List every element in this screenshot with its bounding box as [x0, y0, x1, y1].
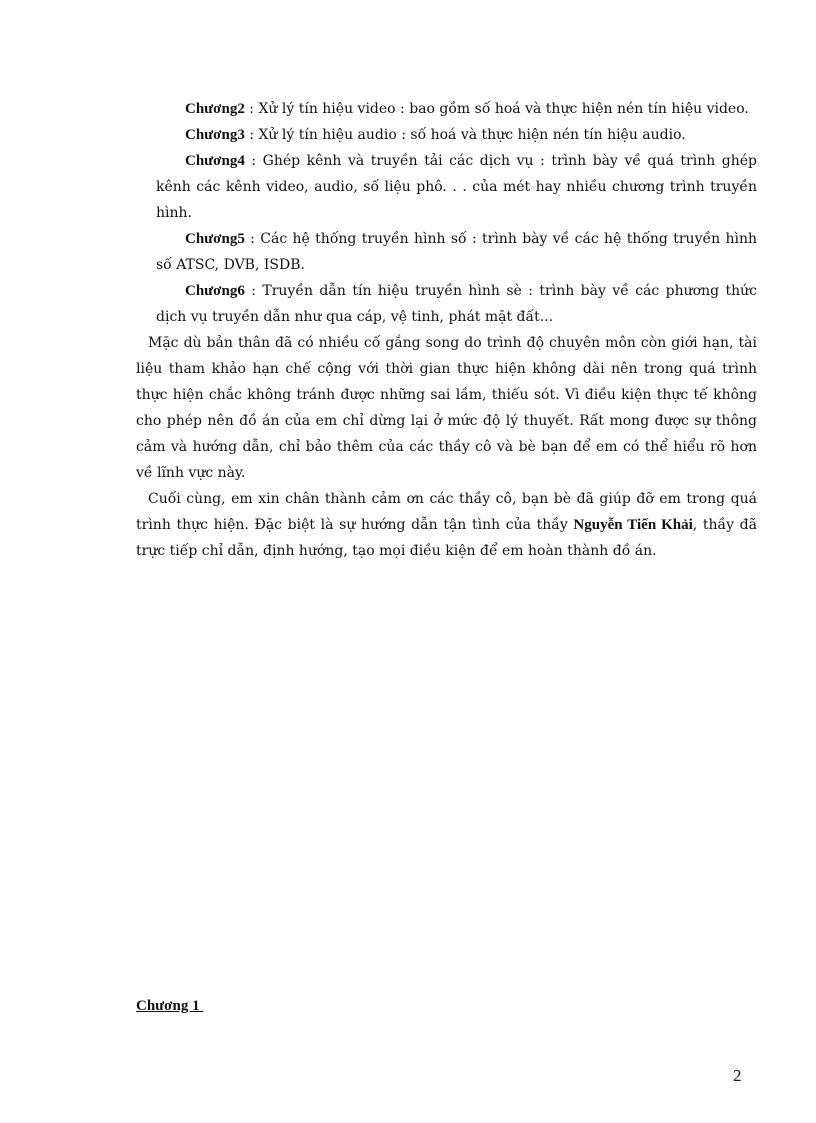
- chapter-5-label: Chương5: [185, 231, 245, 247]
- acknowledgement-paragraph: [136, 486, 757, 564]
- chapter-6-label: Chương6: [185, 283, 245, 299]
- chapter-2-summary: [136, 96, 757, 122]
- chapter-5-summary: [136, 226, 757, 278]
- chapter-5-text: : Các hệ thống truyền hình số : trình bày về các hệ thống truyền hình số ATSC, DVB, ISDB.: [156, 231, 757, 273]
- chapter-2-text: : Xử lý tín hiệu video : bao gồm số hoá và thực hiện nén tín hiệu video.: [244, 101, 749, 117]
- page-body: [136, 96, 757, 564]
- chapter-4-summary: [136, 148, 757, 226]
- acknowledgement-text-start: Cuối cùng, em xin chân thành cảm ơn các thầy cô, bạn bè đã giúp đỡ em trong quá trình thực hiện. Đặc biệt là sự hướng dẫn tận tình của thầy: [136, 491, 757, 533]
- chapter-2-label: Chương2: [185, 101, 245, 117]
- chapter-6-text: : Truyền dẫn tín hiệu truyền hình sè : trình bày về các phương thức dịch vụ truyền dẫn như qua cáp, vệ tinh, phát mặt đất...: [156, 283, 757, 325]
- chapter-4-label: Chương4: [185, 153, 245, 169]
- advisor-name: Nguyễn Tiến Khải: [573, 517, 693, 533]
- chapter-6-summary: [136, 278, 757, 330]
- page-number: 2: [733, 1066, 742, 1085]
- limitations-paragraph: Mặc dù bản thân đã có nhiều cố gắng song do trình độ chuyên môn còn giới hạn, tài liệu tham khảo hạn chế cộng với thời gian thực hiện không dài nên trong quá trình thực hiện chắc không tránh được những sai lầm, thiếu sót. Vì điều kiện thực tế không cho phép nên đồ án của em chỉ dừng lại ở mức độ lý thuyết. Rất mong được sự thông cảm và hướng dẫn, chỉ bảo thêm của các thầy cô và bè bạn để em có thể hiểu rõ hơn về lĩnh vực này.: [136, 335, 757, 481]
- chapter-3-text: : Xử lý tín hiệu audio : số hoá và thực hiện nén tín hiệu audio.: [244, 127, 686, 143]
- acknowledgement-text-end: , thầy đã trực tiếp chỉ dẫn, định hướng, tạo mọi điều kiện để em hoàn thành đồ án.: [136, 517, 757, 559]
- chapter-3-label: Chương3: [185, 127, 245, 143]
- chapter-3-summary: [136, 122, 757, 148]
- chapter-4-text: : Ghép kênh và truyền tải các dịch vụ : trình bày về quá trình ghép kênh các kênh video, audio, số liệu phô. . . của mét hay nhiều chương trình truyền hình.: [156, 153, 757, 221]
- chapter-1-heading: Chương 1: [136, 998, 204, 1014]
